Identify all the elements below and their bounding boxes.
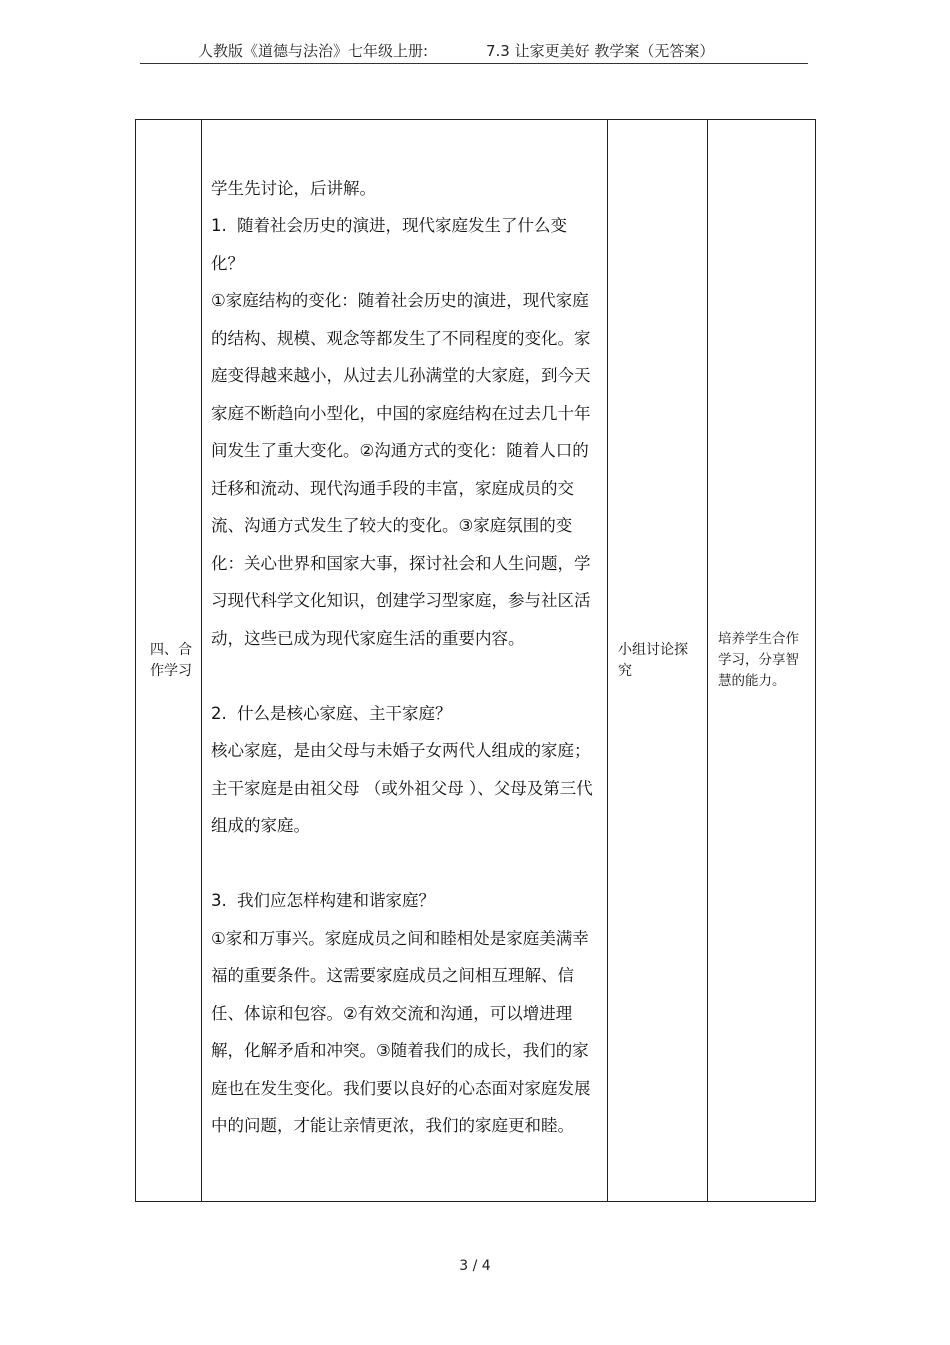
- question-1-text: 随着社会历史的演进，现代家庭发生了什么变化？: [211, 216, 567, 273]
- header-book-title: 人教版《道德与法治》七年级上册:: [198, 42, 429, 60]
- content-body: [211, 170, 599, 1145]
- spacer: [211, 657, 599, 695]
- step-label: 四、合作学习: [150, 641, 192, 679]
- spacer: [211, 845, 599, 883]
- answer-2: 核心家庭，是由父母与未婚子女两代人组成的家庭；主干家庭是由祖父母 （或外祖父母 ）、父母及第三代组成的家庭。: [211, 741, 593, 835]
- question-3-text: 我们应怎样构建和谐家庭？: [237, 891, 435, 910]
- intent-cell: [708, 120, 816, 1202]
- lesson-table: [135, 119, 816, 1202]
- question-3-number: 3.: [211, 891, 227, 910]
- question-1: [211, 207, 599, 282]
- question-1-number: 1.: [211, 216, 227, 235]
- page-number: 3 / 4: [459, 1258, 491, 1274]
- activity-cell: [608, 120, 708, 1202]
- activity-label: 小组讨论探究: [618, 641, 688, 679]
- page-header: [140, 38, 808, 64]
- intro-text: 学生先讨论，后讲解。: [211, 178, 376, 198]
- question-3: [211, 882, 599, 920]
- header-lesson-title: 7.3 让家更美好 教学案（无答案）: [486, 42, 715, 60]
- question-2-text: 什么是核心家庭、主干家庭？: [237, 703, 452, 723]
- answer-3: ①家和万事兴。家庭成员之间和睦相处是家庭美满幸福的重要条件。这需要家庭成员之间相互理解、信任、体谅和包容。②有效交流和沟通，可以增进理解，化解矛盾和冲突。③随着我们的成长，我们的家庭也在发生变化。我们要以良好的心态面对家庭发展中的问题，才能让亲情更浓，我们的家庭更和睦。: [211, 928, 591, 1135]
- table-row: [136, 120, 816, 1202]
- answer-1: ①家庭结构的变化：随着社会历史的演进，现代家庭的结构、规模、观念等都发生了不同程度的变化。家庭变得越来越小，从过去儿孙满堂的大家庭，到今天家庭不断趋向小型化，中国的家庭结构在过去几十年间发生了重大变化。②沟通方式的变化：随着人口的迁移和流动、现代沟通手段的丰富，家庭成员的交流、沟通方式发生了较大的变化。③家庭氛围的变化：关心世界和国家大事，探讨社会和人生问题，学习现代科学文化知识，创建学习型家庭，参与社区活动，这些已成为现代家庭生活的重要内容。: [211, 291, 591, 648]
- question-2-number: 2.: [211, 703, 227, 723]
- question-2: [211, 695, 599, 733]
- intent-label: 培养学生合作学习，分享智慧的能力。: [718, 631, 799, 689]
- step-cell: [136, 120, 202, 1202]
- content-cell: [202, 120, 608, 1202]
